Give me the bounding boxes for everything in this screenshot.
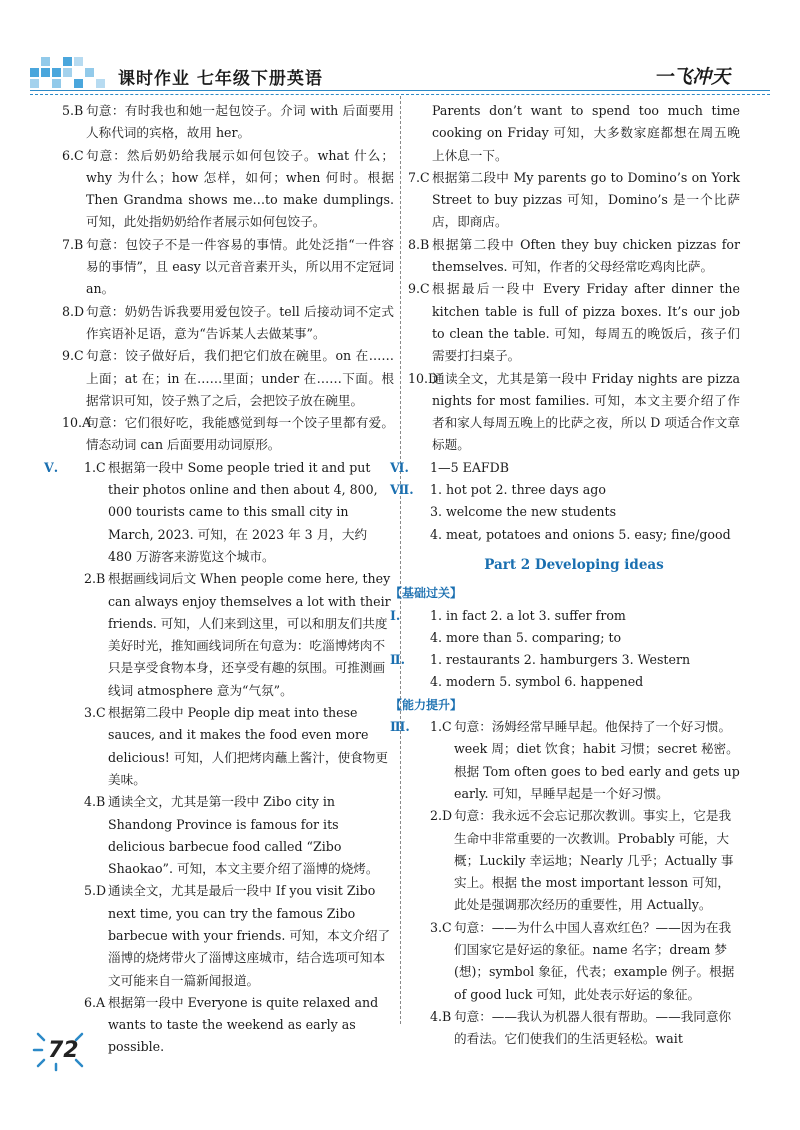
right-column <box>390 100 740 1050</box>
header-title: 课时作业 七年级下册英语 <box>118 69 323 89</box>
header-squares-decoration <box>30 56 110 90</box>
answer-item: 3.C 句意：——为什么中国人喜欢红色？——因为在我们国家它是好运的象征。name 名字；dream 梦(想)；symbol 象征，代表；example 例子。根据 of good luck 可知，此处表示好运的象征。 <box>430 919 735 1002</box>
section-vii: Ⅶ. 1. hot pot 2. three days ago 3. welcome the new students 4. meat, potatoes and onions 5. easy; fine/good <box>390 482 731 542</box>
basic-tag: 【基础过关】 <box>390 586 463 601</box>
answer-item: 4.B 句意：——我认为机器人很有帮助。——我同意你的看法。它们使我们的生活更轻松。wait <box>430 1008 732 1047</box>
answer-item: 1.C 根据第一段中 Some people tried it and put their photos online and then about 4, 800, 000 tourists came to this small city in March, 2023. 可知，在 2023 年 3 月，大约 480 万游客来游览这个城市。 <box>84 459 378 564</box>
answer-item: 8.B 根据第二段中 Often they buy chicken pizzas for themselves. 可知，作者的父母经常吃鸡肉比萨。 <box>408 236 740 275</box>
answer-item: 3.C 根据第二段中 People dip meat into these sauces, and it makes the food even more delicious! 可知，人们把烤肉蘸上酱汁，使食物更美味。 <box>84 705 388 787</box>
answer-item: 4.B 通读全文，尤其是第一段中 Zibo city in Shandong Province is famous for its delicious barbecue food called “Zibo Shaokao”. 可知，本文主要介绍了淄博的烧烤。 <box>84 794 379 877</box>
page-number: 72 <box>48 1038 79 1063</box>
answer-item: 7.B 句意：包饺子不是一件容易的事情。此处泛指“一件容易的事情”，且 easy 以元音音素开头，所以用不定冠词 an。 <box>62 236 394 297</box>
answer-item: 6.A 根据第一段中 Everyone is quite relaxed and wants to taste the weekend as early as possible. <box>84 994 379 1055</box>
section-ii: Ⅱ. 1. restaurants 2. hamburgers 3. Western 4. modern 5. symbol 6. happened <box>390 652 691 690</box>
answer-item: 2.D 句意：我永远不会忘记那次教训。事实上，它是我生命中非常重要的一次教训。Probably 可能，大概；Luckily 幸运地；Nearly 几乎；Actually 事实上。根据 the most important lesson 可知，此处是强调那次经历的重要性，用 Actually。 <box>430 808 734 913</box>
section-vi: Ⅵ. 1—5 EAFDB <box>390 459 509 475</box>
answer-continuation: Parents don’t want to spend too much time cooking on Friday 可知，大多数家庭都想在周五晚上休息一下。 <box>432 103 740 163</box>
header-brand: 一飞冲天 <box>653 66 730 88</box>
answer-item: 9.C 句意：饺子做好后，我们把它们放在碗里。on 在……上面；at 在；in 在……里面；under 在……下面。根据常识可知，饺子熟了之后，会把饺子放在碗里。 <box>62 348 394 408</box>
answer-item: 9.C 根据最后一段中 Every Friday after dinner the kitchen table is full of pizza boxes. It’s our job to clean the table. 可知，每周五的晚饭后，孩子们需要打扫桌子。 <box>408 281 740 364</box>
answer-item: 8.D 句意：奶奶告诉我要用爱包饺子。tell 后接动词不定式作宾语补足语，意为“告诉某人去做某事”。 <box>62 303 394 341</box>
answer-item: 5.B 句意：有时我也和她一起包饺子。介词 with 后面要用人称代词的宾格，故用 her。 <box>62 103 394 141</box>
section-i: Ⅰ. 1. in fact 2. a lot 3. suffer from 4. more than 5. comparing; to <box>390 607 626 645</box>
answer-item: 5.D 通读全文，尤其是最后一段中 If you visit Zibo next time, you can try the famous Zibo barbecue with your friends. 可知，本文介绍了淄博的烧烤带火了淄博这座城市，结合选项可知本文可能来自一篇新闻报道。 <box>84 883 391 988</box>
answer-item: 1.C 句意：汤姆经常早睡早起。他保持了一个好习惯。week 周；diet 饮食；habit 习惯；secret 秘密。根据 Tom often goes to bed early and gets up early. 可知，早睡早起是一个好习惯。 <box>430 719 740 801</box>
header-dashed-rule <box>30 94 770 95</box>
section-v-label: Ⅴ. <box>44 459 59 475</box>
section-iii: Ⅲ. 1.C 句意：汤姆经常早睡早起。他保持了一个好习惯。week 周；diet 饮食；habit 习惯；secret 秘密。根据 Tom often goes to bed early and gets up early. 可知，早睡早起是一个好习惯。 2.D 句意：我永远不会忘记那次教训。事实上，它是我生命中非常重要的一次教训。Probably 可能，大概；Luckily 幸运地；Nearly 几乎；Actually 事实上。根据 the most important lesson 可知，此处是强调那次经历的重要性，用 Actually。 3.C 句意：——为什么中国人喜欢红色？——因为在我们国家它是好运的象征。name 名字；dream 梦(想)；symbol 象征，代表；example 例子。根据 of good luck 可知，此处表示好运的象征。 4.B 句意：——我认为机器人很有帮助。——我同意你的看法。它们使我们的生活更轻松。wait <box>408 716 740 1050</box>
answer-item: 10.D 通读全文，尤其是第一段中 Friday nights are pizza nights for most families. 可知，本文主要介绍了作者和家人每周五晚上的比萨之夜，所以 D 项适合作文章标题。 <box>408 370 740 453</box>
answer-item: 2.B 根据画线词后文 When people come here, they can always enjoy themselves a lot with their friends. 可知，人们来到这里，可以和朋友们共度美好时光，推知画线词所在句意为：吃淄博烤肉不只是享受食物本身，还享受有趣的氛围。可推测画线词 atmosphere 意为“气氛”。 <box>84 571 391 698</box>
answer-item: 7.C 根据第二段中 My parents go to Domino’s on York Street to buy pizzas 可知，Domino’s 是一个比萨店，即商店。 <box>408 169 740 230</box>
column-divider <box>400 96 401 1024</box>
page-header <box>30 52 770 92</box>
header-rule <box>30 90 770 91</box>
answer-item: 10.A 句意：它们很好吃，我能感觉到每一个饺子里都有爱。情态动词 can 后面要用动词原形。 <box>62 415 394 453</box>
ability-tag: 【能力提升】 <box>390 697 463 712</box>
part-title: Part 2 Developing ideas <box>484 556 664 573</box>
answer-item: 6.C 句意：然后奶奶给我展示如何包饺子。what 什么；why 为什么；how 怎样，如何；when 何时。根据 Then Grandma shows me…to make dumplings. 可知，此处指奶奶给作者展示如何包饺子。 <box>62 147 394 230</box>
